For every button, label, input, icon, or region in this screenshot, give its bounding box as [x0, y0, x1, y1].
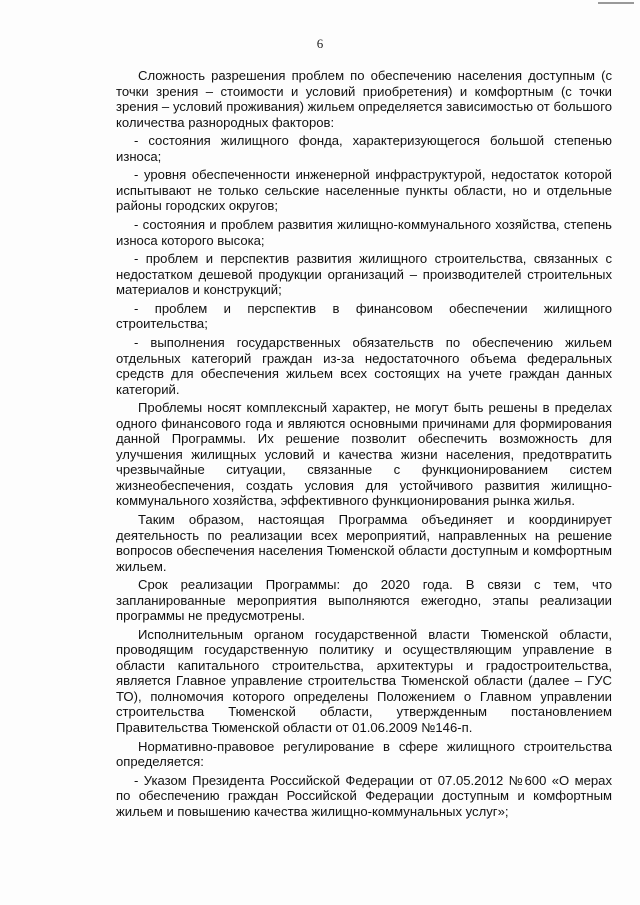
page-number: 6 [316, 36, 324, 51]
list-item: - Указом Президента Российской Федерации от 07.05.2012 №600 «О мерах по обеспечению граждан Российской Федерации доступным и комфортным жильем и повышению качества жилищно-коммунальных услуг»; [116, 772, 612, 819]
body-text [116, 68, 612, 822]
list-item: - выполнения государственных обязательств по обеспечению жильем отдельных категорий граждан из-за недостаточного объема федеральных средств для обеспечения жильем всех состоящих на учете граждан данных категорий. [116, 335, 612, 397]
paragraph-intro: Сложность разрешения проблем по обеспечению населения доступным (с точки зрения – стоимости и условий приобретения) и комфортным (с точки зрения – условий проживания) жильем определяется зависимостью от большого количества разнородных факторов: [116, 68, 612, 130]
list-item: - проблем и перспектив в финансовом обеспечении жилищного строительства; [116, 300, 612, 332]
scan-edge-mark [598, 2, 634, 4]
list-item: - уровня обеспеченности инженерной инфраструктурой, недостаток которой испытывают не только сельские населенные пункты области, но и отдельные районы городских округов; [116, 167, 612, 214]
paragraph: Проблемы носят комплексный характер, не могут быть решены в пределах одного финансового года и являются основными причинами для формирования данной Программы. Их решение позволит обеспечить возможность для улучшения жилищных условий и качества жизни населения, предотвратить чрезвычайные ситуации, связанные с функционированием систем жизнеобеспечения, создать условия для устойчивого развития жилищно-коммунального хозяйства, эффективного функционирования рынка жилья. [116, 400, 612, 509]
paragraph: Исполнительным органом государственной власти Тюменской области, проводящим государственную политику и осуществляющим управление в области капитального строительства, архитектуры и градостроительства, является Главное управление строительства Тюменской области (далее – ГУС ТО), полномочия которого определены Положением о Главном управлении строительства Тюменской области, утвержденным постановлением Правительства Тюменской области от 01.06.2009 №146-п. [116, 626, 612, 735]
paragraph: Таким образом, настоящая Программа объединяет и координирует деятельность по реализации всех мероприятий, направленных на решение вопросов обеспечения населения Тюменской области доступным и комфортным жильем. [116, 512, 612, 574]
paragraph: Нормативно-правовое регулирование в сфере жилищного строительства определяется: [116, 738, 612, 770]
list-item: - состояния жилищного фонда, характеризующегося большой степенью износа; [116, 133, 612, 164]
list-item: - проблем и перспектив развития жилищного строительства, связанных с недостатком дешевой продукции организаций – производителей строительных материалов и конструкций; [116, 251, 612, 298]
paragraph: Срок реализации Программы: до 2020 года. В связи с тем, что запланированные мероприятия выполняются ежегодно, этапы реализации программы не предусмотрены. [116, 577, 612, 624]
list-item: - состояния и проблем развития жилищно-коммунального хозяйства, степень износа которого высока; [116, 217, 612, 248]
